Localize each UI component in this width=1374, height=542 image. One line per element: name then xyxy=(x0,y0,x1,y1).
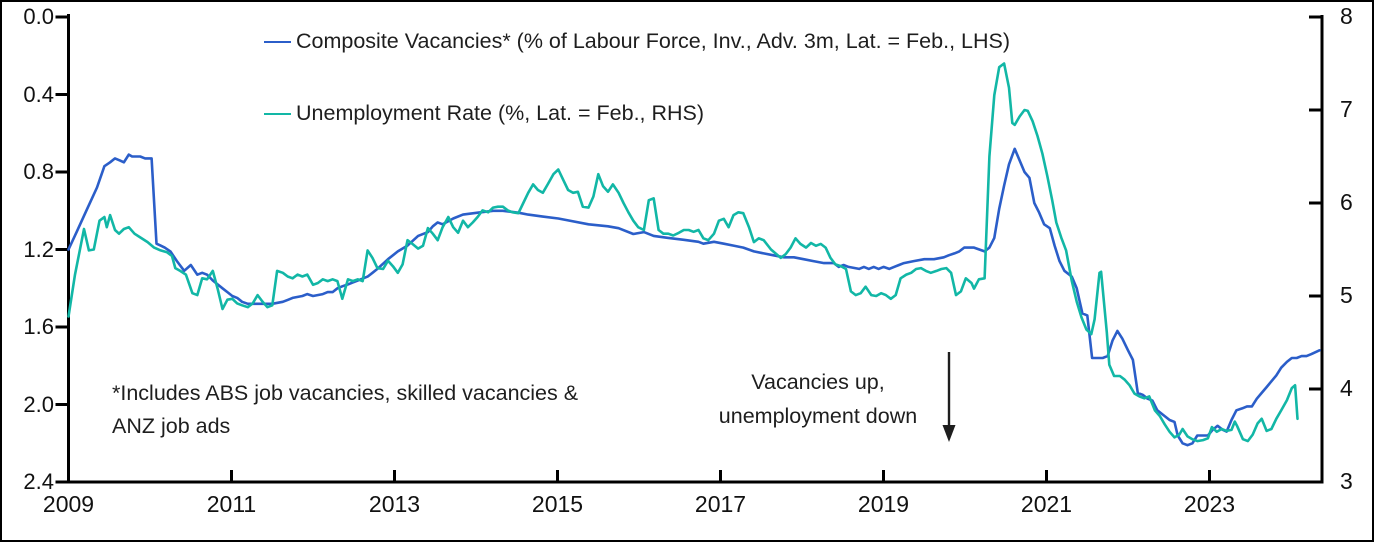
callout-line-1: Vacancies up, xyxy=(751,370,885,394)
footnote-line-1: *Includes ABS job vacancies, skilled vacancies & xyxy=(112,381,579,405)
x-tick-label: 2021 xyxy=(1020,491,1073,517)
x-tick-label: 2015 xyxy=(531,491,584,517)
x-tick-label: 2011 xyxy=(206,491,257,517)
left-tick-label: 0.4 xyxy=(23,81,54,107)
down-arrow-icon xyxy=(943,425,956,442)
plot-area xyxy=(2,2,1372,540)
x-tick-label: 2013 xyxy=(368,491,421,517)
legend-label-vacancies: Composite Vacancies* (% of Labour Force, Inv., Adv. 3m, Lat. = Feb., LHS) xyxy=(296,29,1011,53)
x-tick-label: 2019 xyxy=(857,491,910,517)
left-tick-label: 0.8 xyxy=(23,159,54,184)
left-tick-label: 1.6 xyxy=(23,314,54,339)
unemployment-legend-line-icon xyxy=(264,113,291,115)
right-tick-label: 4 xyxy=(1340,375,1353,401)
footnote-line-2: ANZ job ads xyxy=(112,414,231,438)
x-tick-label: 2023 xyxy=(1183,491,1236,517)
right-tick-label: 3 xyxy=(1340,468,1353,494)
right-tick-label: 5 xyxy=(1340,282,1353,308)
left-tick-label: 1.2 xyxy=(23,236,54,262)
right-tick-label: 7 xyxy=(1340,96,1353,122)
x-tick-label: 2017 xyxy=(694,491,747,517)
legend-item-vacancies[interactable] xyxy=(264,29,1010,54)
left-tick-label: 2.4 xyxy=(23,469,54,494)
callout-line-2: unemployment down xyxy=(718,404,918,428)
left-tick-label: 0.0 xyxy=(23,4,54,29)
footnote xyxy=(112,377,578,443)
right-tick-label: 8 xyxy=(1340,3,1353,29)
x-tick-label: 2009 xyxy=(42,491,95,517)
left-tick-label: 2.0 xyxy=(23,391,54,417)
right-tick-label: 6 xyxy=(1340,189,1353,215)
legend-label-unemployment: Unemployment Rate (%, Lat. = Feb., RHS) xyxy=(296,101,705,125)
vacancies-legend-line-icon xyxy=(264,41,291,43)
legend-item-unemployment[interactable] xyxy=(264,101,704,126)
callout-annotation xyxy=(694,365,942,433)
